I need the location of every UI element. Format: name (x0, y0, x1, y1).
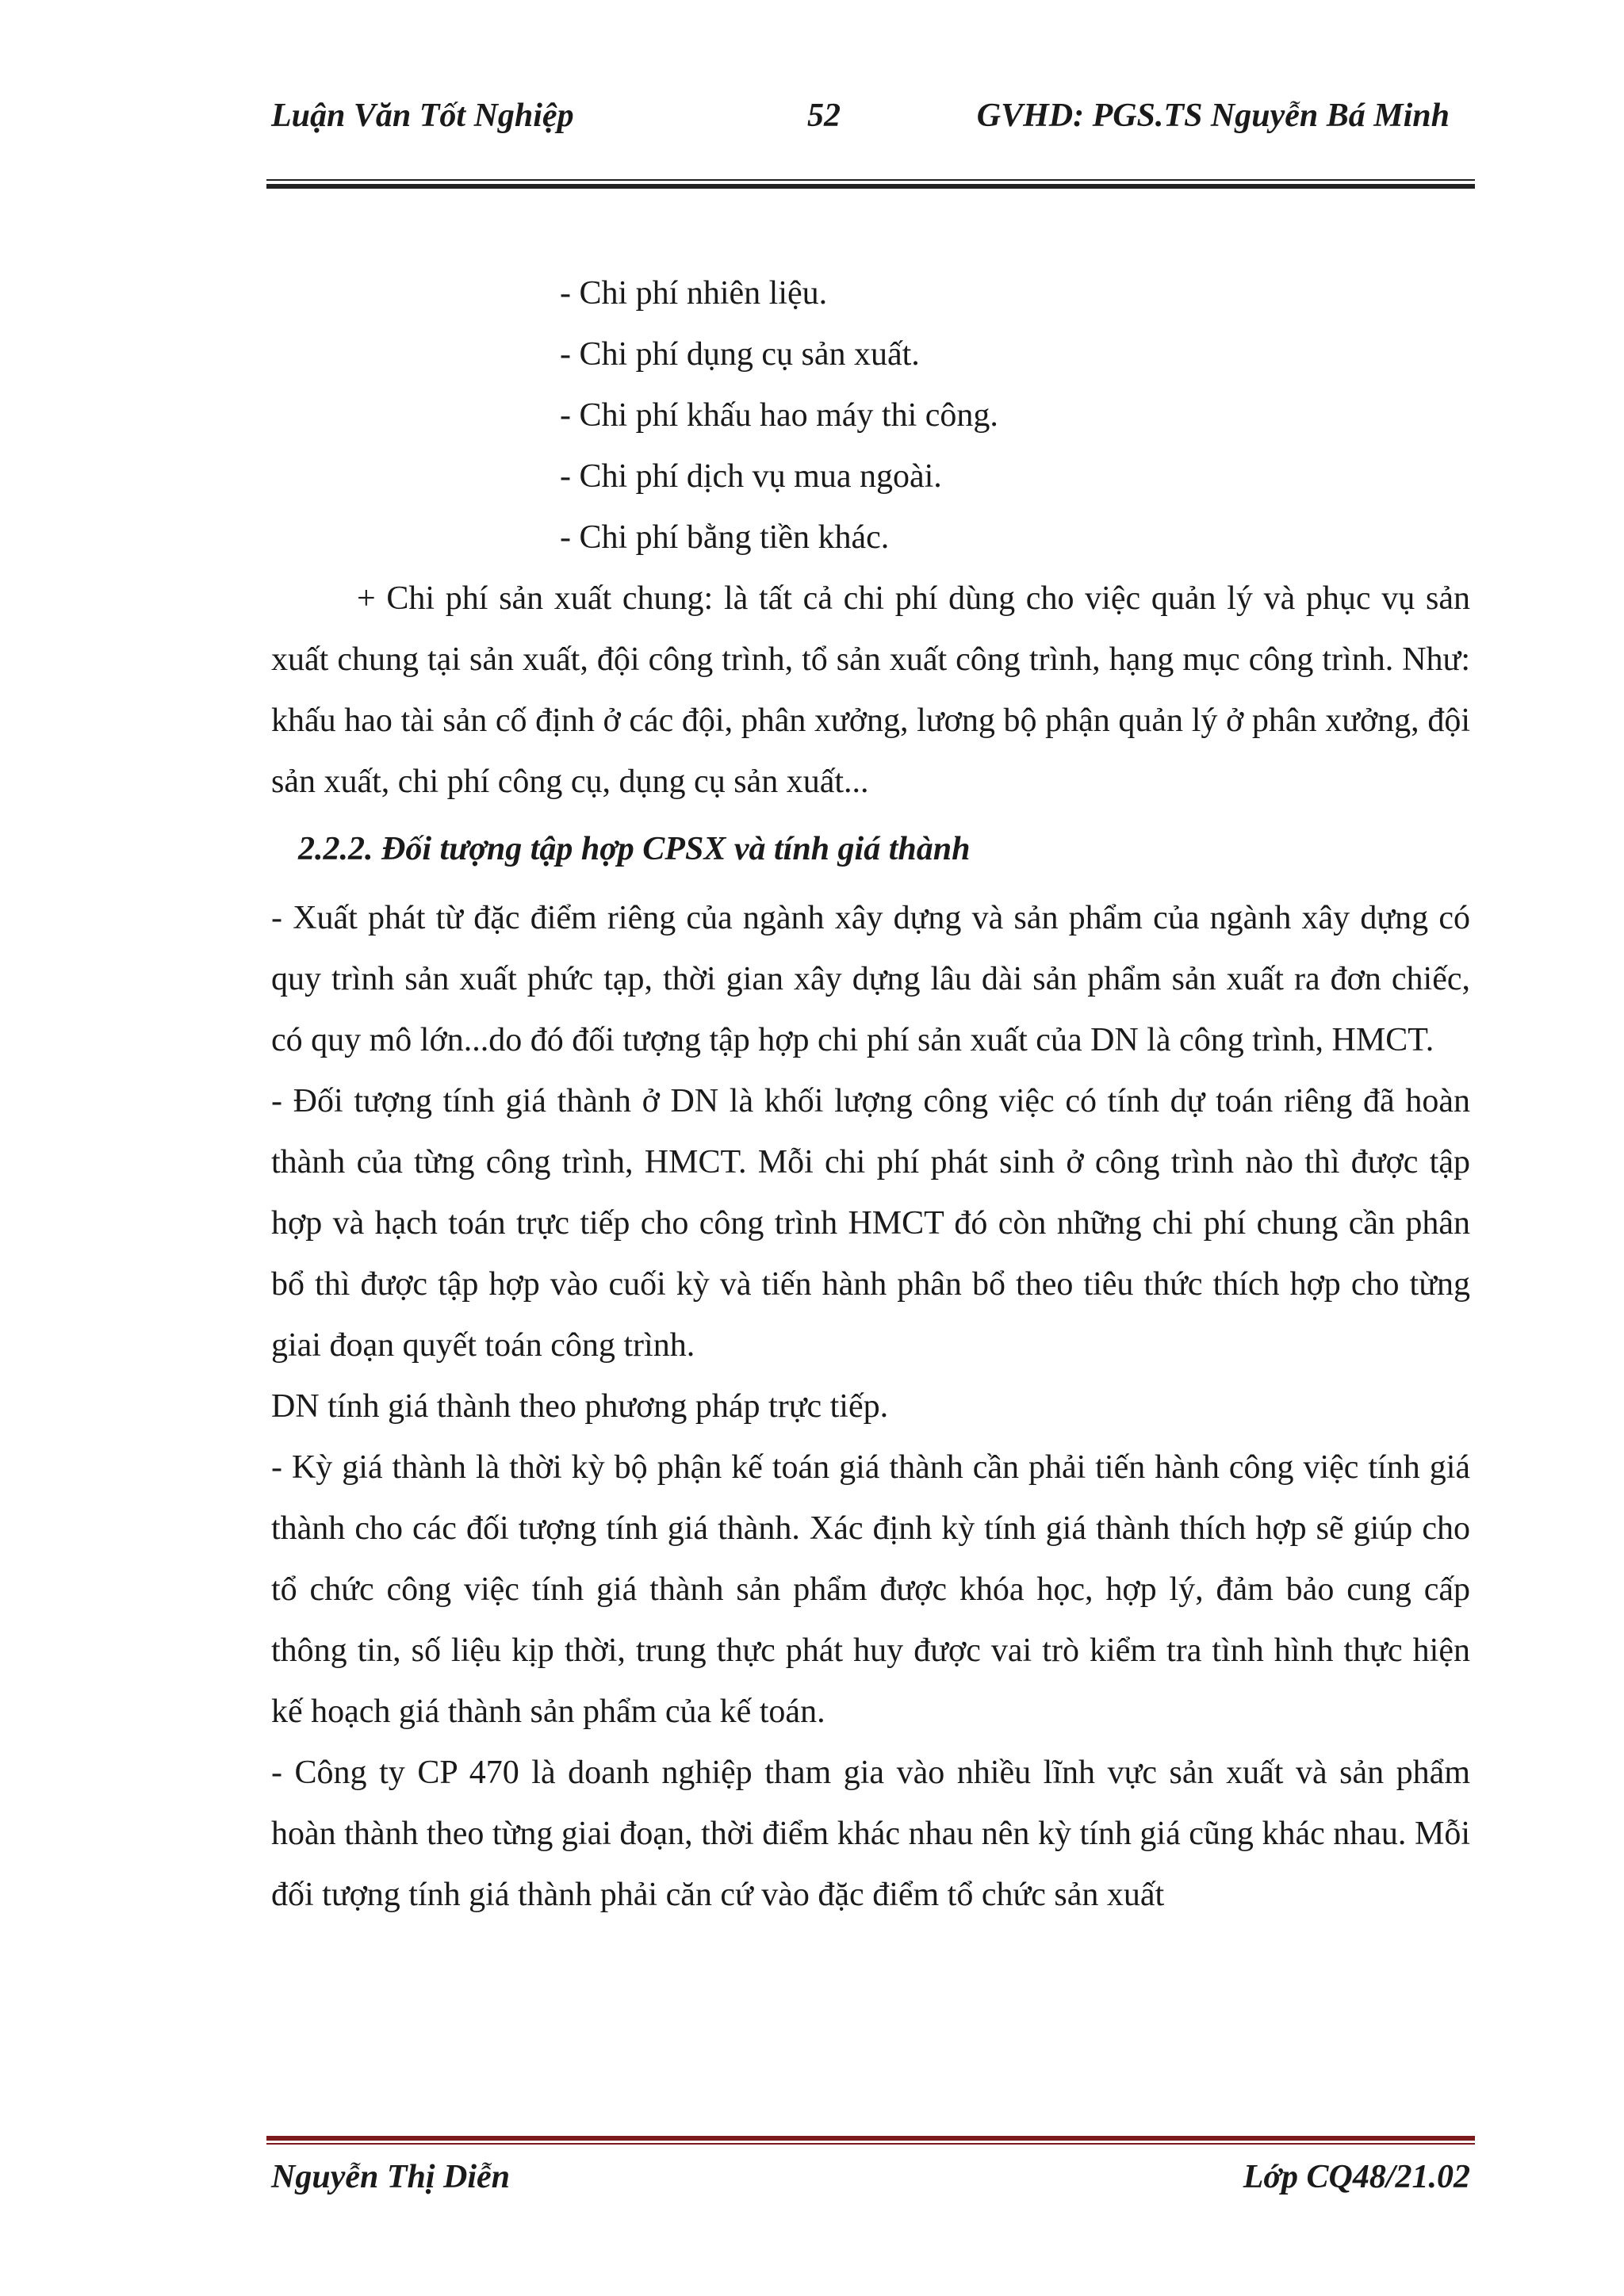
page-number: 52 (807, 98, 841, 134)
footer-class: Lớp CQ48/21.02 (1243, 2159, 1470, 2195)
list-item: - Chi phí nhiên liệu. (560, 275, 828, 312)
list-item: - Chi phí dụng cụ sản xuất. (560, 336, 920, 373)
paragraph-overhead-cost: + Chi phí sản xuất chung: là tất cả chi phí dùng cho việc quản lý và phục vụ sản xuất chung tại sản xuất, đội công trình, tổ sản xuất công trình, hạng mục công trình. Như: khấu hao tài sản cố định ở các đội, phân xưởng, lương bộ phận quản lý ở phân xưởng, đội sản xuất, chi phí công cụ, dụng cụ sản xuất... (271, 580, 1470, 800)
section-heading: 2.2.2. Đối tượng tập hợp CPSX và tính giá thành (298, 831, 971, 867)
footer-author: Nguyễn Thị Diễn (271, 2159, 511, 2195)
header-rule-thick (266, 184, 1475, 189)
page-body (271, 263, 1470, 1926)
page-header (271, 97, 1450, 144)
paragraph: - Công ty CP 470 là doanh nghiệp tham gia vào nhiều lĩnh vực sản xuất và sản phẩm hoàn thành theo từng giai đoạn, thời điểm khác nhau nên kỳ tính giá cũng khác nhau. Mỗi đối tượng tính giá thành phải căn cứ vào đặc điểm tổ chức sản xuất (271, 1755, 1470, 1913)
paragraph: DN tính giá thành theo phương pháp trực tiếp. (271, 1388, 889, 1425)
paragraph: - Đối tượng tính giá thành ở DN là khối lượng công việc có tính dự toán riêng đã hoàn thành của từng công trình, HMCT. Mỗi chi phí phát sinh ở công trình nào thì được tập hợp và hạch toán trực tiếp cho công trình HMCT đó còn những chi phí chung cần phân bổ thì được tập hợp vào cuối kỳ và tiến hành phân bổ theo tiêu thức thích hợp cho từng giai đoạn quyết toán công trình. (271, 1083, 1470, 1364)
footer-rule-thin (266, 2143, 1475, 2145)
paragraph: - Xuất phát từ đặc điểm riêng của ngành xây dựng và sản phẩm của ngành xây dựng có quy trình sản xuất phức tạp, thời gian xây dựng lâu dài sản phẩm sản xuất ra đơn chiếc, có quy mô lớn...do đó đối tượng tập hợp chi phí sản xuất của DN là công trình, HMCT. (271, 900, 1470, 1058)
list-item: - Chi phí khấu hao máy thi công. (560, 397, 998, 434)
list-item: - Chi phí dịch vụ mua ngoài. (560, 458, 942, 495)
header-rule-thin (266, 179, 1475, 181)
footer-rule-thick (266, 2136, 1475, 2141)
paragraph: - Kỳ giá thành là thời kỳ bộ phận kế toán giá thành cần phải tiến hành công việc tính giá thành cho các đối tượng tính giá thành. Xác định kỳ tính giá thành thích hợp sẽ giúp cho tổ chức công việc tính giá thành sản phẩm được khóa học, hợp lý, đảm bảo cung cấp thông tin, số liệu kịp thời, trung thực phát huy được vai trò kiểm tra tình hình thực hiện kế hoạch giá thành sản phẩm của kế toán. (271, 1449, 1470, 1730)
header-supervisor: GVHD: PGS.TS Nguyễn Bá Minh (976, 98, 1450, 134)
list-item: - Chi phí bằng tiền khác. (560, 519, 890, 556)
header-title: Luận Văn Tốt Nghiệp (271, 98, 574, 134)
